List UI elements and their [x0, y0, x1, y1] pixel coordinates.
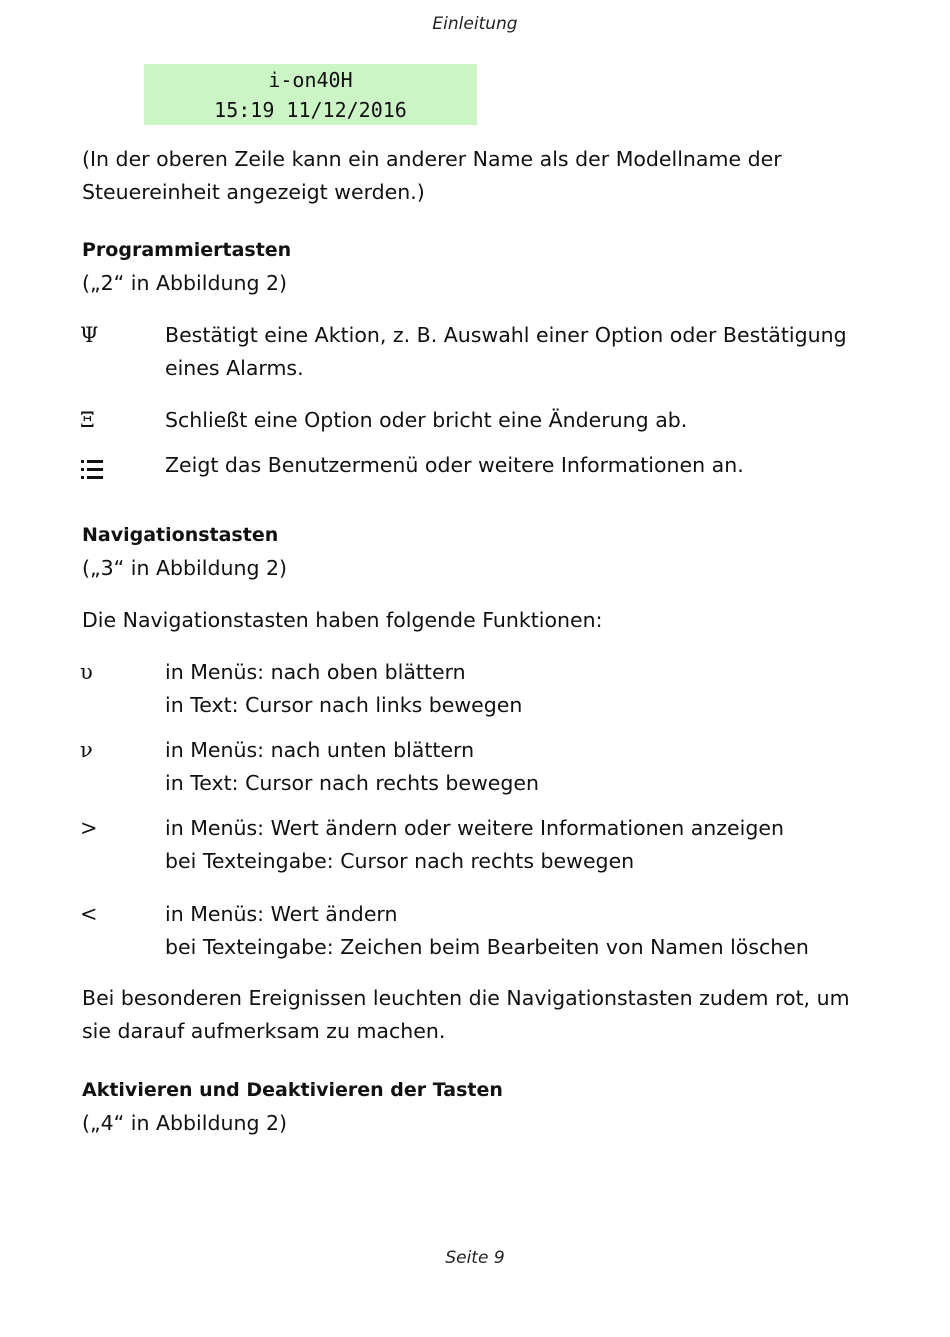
- programming-keys-heading: Programmiertasten: [82, 239, 292, 261]
- xi-key-description: Schließt eine Option oder bricht eine Änderung ab.: [165, 408, 688, 432]
- display-readout: [144, 64, 477, 125]
- navigation-note-line2: sie darauf aufmerksam zu machen.: [82, 1019, 446, 1043]
- programming-keys-reference: („2“ in Abbildung 2): [82, 271, 288, 295]
- up-key-description-line2: in Text: Cursor nach links bewegen: [165, 693, 523, 717]
- navigation-keys-intro: Die Navigationstasten haben folgende Funktionen:: [82, 608, 603, 632]
- navigation-keys-reference: („3“ in Abbildung 2): [82, 556, 288, 580]
- greater-than-icon: >: [80, 816, 98, 840]
- left-key-description-line1: in Menüs: Wert ändern: [165, 902, 398, 926]
- display-line-model: i-on40H: [268, 68, 353, 92]
- right-key-description-line1: in Menüs: Wert ändern oder weitere Informationen anzeigen: [165, 816, 784, 840]
- activate-keys-heading: Aktivieren und Deaktivieren der Tasten: [82, 1079, 503, 1101]
- psi-icon: Ψ: [80, 323, 99, 347]
- navigation-note-line1: Bei besonderen Ereignissen leuchten die Navigationstasten zudem rot, um: [82, 986, 850, 1010]
- left-key-description-line2: bei Texteingabe: Zeichen beim Bearbeiten von Namen löschen: [165, 935, 809, 959]
- right-key-description-line2: bei Texteingabe: Cursor nach rechts bewegen: [165, 849, 635, 873]
- running-header: Einleitung: [432, 14, 518, 34]
- page-number: Seite 9: [445, 1248, 505, 1268]
- upsilon-icon: υ: [80, 660, 93, 684]
- down-key-description-line2: in Text: Cursor nach rechts bewegen: [165, 771, 540, 795]
- display-line-datetime: 15:19 11/12/2016: [214, 98, 407, 122]
- intro-note-line1: (In der oberen Zeile kann ein anderer Name als der Modellname der: [82, 147, 782, 171]
- intro-note-line2: Steuereinheit angezeigt werden.): [82, 180, 425, 204]
- down-key-description-line1: in Menüs: nach unten blättern: [165, 738, 475, 762]
- up-key-description-line1: in Menüs: nach oben blättern: [165, 660, 466, 684]
- navigation-keys-heading: Navigationstasten: [82, 524, 279, 546]
- less-than-icon: <: [80, 902, 98, 926]
- menu-key-description: Zeigt das Benutzermenü oder weitere Informationen an.: [165, 453, 744, 477]
- menu-list-icon: [81, 459, 103, 481]
- psi-key-description-line2: eines Alarms.: [165, 356, 304, 380]
- psi-key-description-line1: Bestätigt eine Aktion, z. B. Auswahl einer Option oder Bestätigung: [165, 323, 847, 347]
- activate-keys-reference: („4“ in Abbildung 2): [82, 1111, 288, 1135]
- nu-icon: ν: [80, 738, 93, 762]
- xi-icon: Ξ: [80, 408, 95, 432]
